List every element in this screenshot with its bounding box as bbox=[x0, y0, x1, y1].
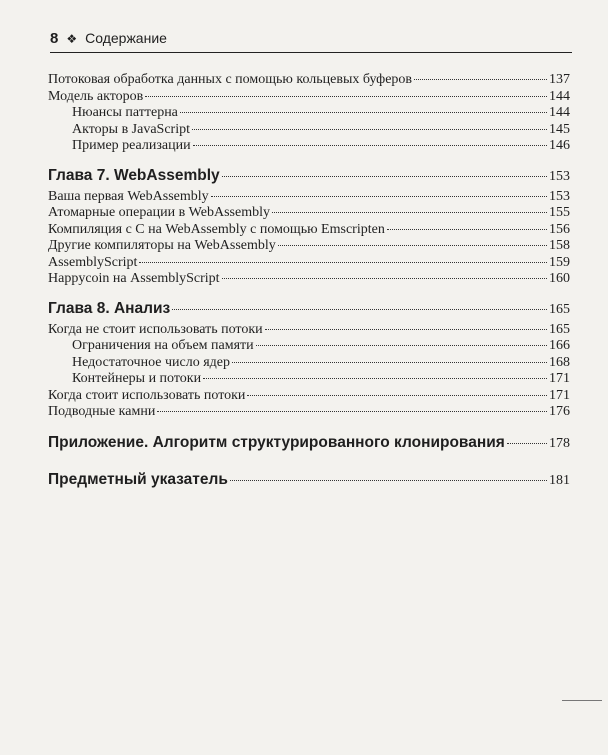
toc-subentry[interactable] bbox=[48, 122, 570, 139]
toc-entry-title: Когда не стоит использовать потоки bbox=[48, 321, 263, 337]
toc-page-number: 171 bbox=[549, 387, 570, 403]
toc-subentry[interactable] bbox=[48, 371, 570, 388]
dot-leader bbox=[230, 480, 547, 481]
toc-entry-title: Ваша первая WebAssembly bbox=[48, 188, 209, 204]
dot-leader bbox=[247, 395, 547, 396]
toc-page-number: 145 bbox=[549, 121, 570, 137]
toc-entry-title: Приложение. Алгоритм структурированного клонирования bbox=[48, 433, 505, 451]
toc-subentry[interactable] bbox=[48, 105, 570, 122]
toc-entry-title: Недостаточное число ядер bbox=[72, 354, 230, 370]
toc-subentry[interactable] bbox=[48, 138, 570, 155]
toc-subentry[interactable] bbox=[48, 355, 570, 372]
dot-leader bbox=[278, 245, 547, 246]
toc-entry-title: Happycoin на AssemblyScript bbox=[48, 271, 220, 286]
header-divider bbox=[50, 52, 572, 53]
toc-entry-title: Предметный указатель bbox=[48, 470, 228, 488]
toc-chapter-heading[interactable] bbox=[48, 166, 570, 187]
toc-page-number: 166 bbox=[549, 338, 570, 353]
table-of-contents bbox=[48, 72, 570, 491]
dot-leader bbox=[211, 196, 547, 197]
toc-page-number: 165 bbox=[549, 321, 570, 337]
dot-leader bbox=[192, 129, 547, 130]
dot-leader bbox=[414, 79, 547, 80]
dot-leader bbox=[232, 362, 547, 363]
page-number: 8 bbox=[50, 30, 59, 47]
diamond-bullet-icon: ❖ bbox=[66, 32, 78, 46]
toc-entry[interactable] bbox=[48, 222, 570, 239]
toc-page-number: 181 bbox=[549, 472, 570, 488]
toc-entry-title: Контейнеры и потоки bbox=[72, 371, 202, 386]
toc-entry[interactable] bbox=[48, 271, 570, 288]
toc-entry-title: Подводные камни bbox=[48, 404, 156, 419]
dot-leader bbox=[145, 96, 547, 97]
toc-page-number: 155 bbox=[549, 205, 570, 220]
toc-chapter-heading[interactable] bbox=[48, 299, 570, 320]
toc-entry-title: Глава 8. Анализ bbox=[48, 299, 171, 317]
toc-appendix-heading[interactable] bbox=[48, 433, 570, 454]
toc-entry-title: Пример реализации bbox=[72, 138, 191, 153]
dot-leader bbox=[172, 309, 547, 310]
toc-page-number: 176 bbox=[549, 404, 570, 419]
toc-page-number: 178 bbox=[549, 435, 570, 451]
toc-page-number: 160 bbox=[549, 271, 570, 286]
toc-entry-title: Ограничения на объем памяти bbox=[72, 338, 254, 353]
toc-entry[interactable] bbox=[48, 404, 570, 421]
toc-appendix-heading[interactable] bbox=[48, 470, 570, 491]
toc-entry-title: Компиляция с С на WebAssembly с помощью Emscripten bbox=[48, 221, 385, 237]
dot-leader bbox=[139, 262, 547, 263]
dot-leader bbox=[157, 411, 547, 412]
footer-mark bbox=[562, 700, 602, 701]
toc-page-number: 137 bbox=[549, 72, 570, 87]
dot-leader bbox=[265, 329, 547, 330]
dot-leader bbox=[222, 278, 547, 279]
toc-page-number: 168 bbox=[549, 354, 570, 370]
toc-page-number: 156 bbox=[549, 221, 570, 237]
toc-entry-title: Потоковая обработка данных с помощью кольцевых буферов bbox=[48, 72, 413, 87]
toc-entry-title: Акторы в JavaScript bbox=[72, 121, 190, 137]
dot-leader bbox=[507, 443, 547, 444]
toc-entry-title: Другие компиляторы на WebAssembly bbox=[48, 238, 276, 253]
toc-page-number: 144 bbox=[549, 105, 570, 120]
running-header-title: Содержание bbox=[85, 30, 167, 46]
toc-entry[interactable] bbox=[48, 238, 570, 255]
toc-page-number: 165 bbox=[549, 301, 570, 317]
toc-subentry[interactable] bbox=[48, 338, 570, 355]
dot-leader bbox=[387, 229, 547, 230]
toc-entry[interactable] bbox=[48, 205, 570, 222]
toc-entry-title: Глава 7. WebAssembly bbox=[48, 166, 220, 184]
running-header bbox=[50, 30, 572, 47]
toc-entry[interactable] bbox=[48, 72, 570, 89]
dot-leader bbox=[272, 212, 547, 213]
toc-entry[interactable] bbox=[48, 322, 570, 339]
toc-entry-title: Нюансы паттерна bbox=[72, 105, 178, 120]
toc-entry-title: Когда стоит использовать потоки bbox=[48, 387, 246, 403]
toc-entry-title: AssemblyScript bbox=[48, 254, 138, 270]
toc-entry[interactable] bbox=[48, 189, 570, 206]
toc-page-number: 158 bbox=[549, 238, 570, 253]
dot-leader bbox=[203, 378, 547, 379]
toc-entry[interactable] bbox=[48, 255, 570, 272]
toc-entry[interactable] bbox=[48, 89, 570, 106]
dot-leader bbox=[256, 345, 547, 346]
dot-leader bbox=[193, 145, 547, 146]
toc-page-number: 146 bbox=[549, 138, 570, 153]
dot-leader bbox=[180, 112, 547, 113]
toc-entry-title: Атомарные операции в WebAssembly bbox=[48, 205, 270, 220]
toc-page-number: 171 bbox=[549, 371, 570, 386]
toc-entry[interactable] bbox=[48, 388, 570, 405]
toc-page-number: 153 bbox=[549, 168, 570, 184]
dot-leader bbox=[222, 176, 547, 177]
toc-entry-title: Модель акторов bbox=[48, 88, 144, 104]
toc-page-number: 144 bbox=[549, 88, 570, 104]
toc-page-number: 153 bbox=[549, 188, 570, 204]
toc-page-number: 159 bbox=[549, 254, 570, 270]
